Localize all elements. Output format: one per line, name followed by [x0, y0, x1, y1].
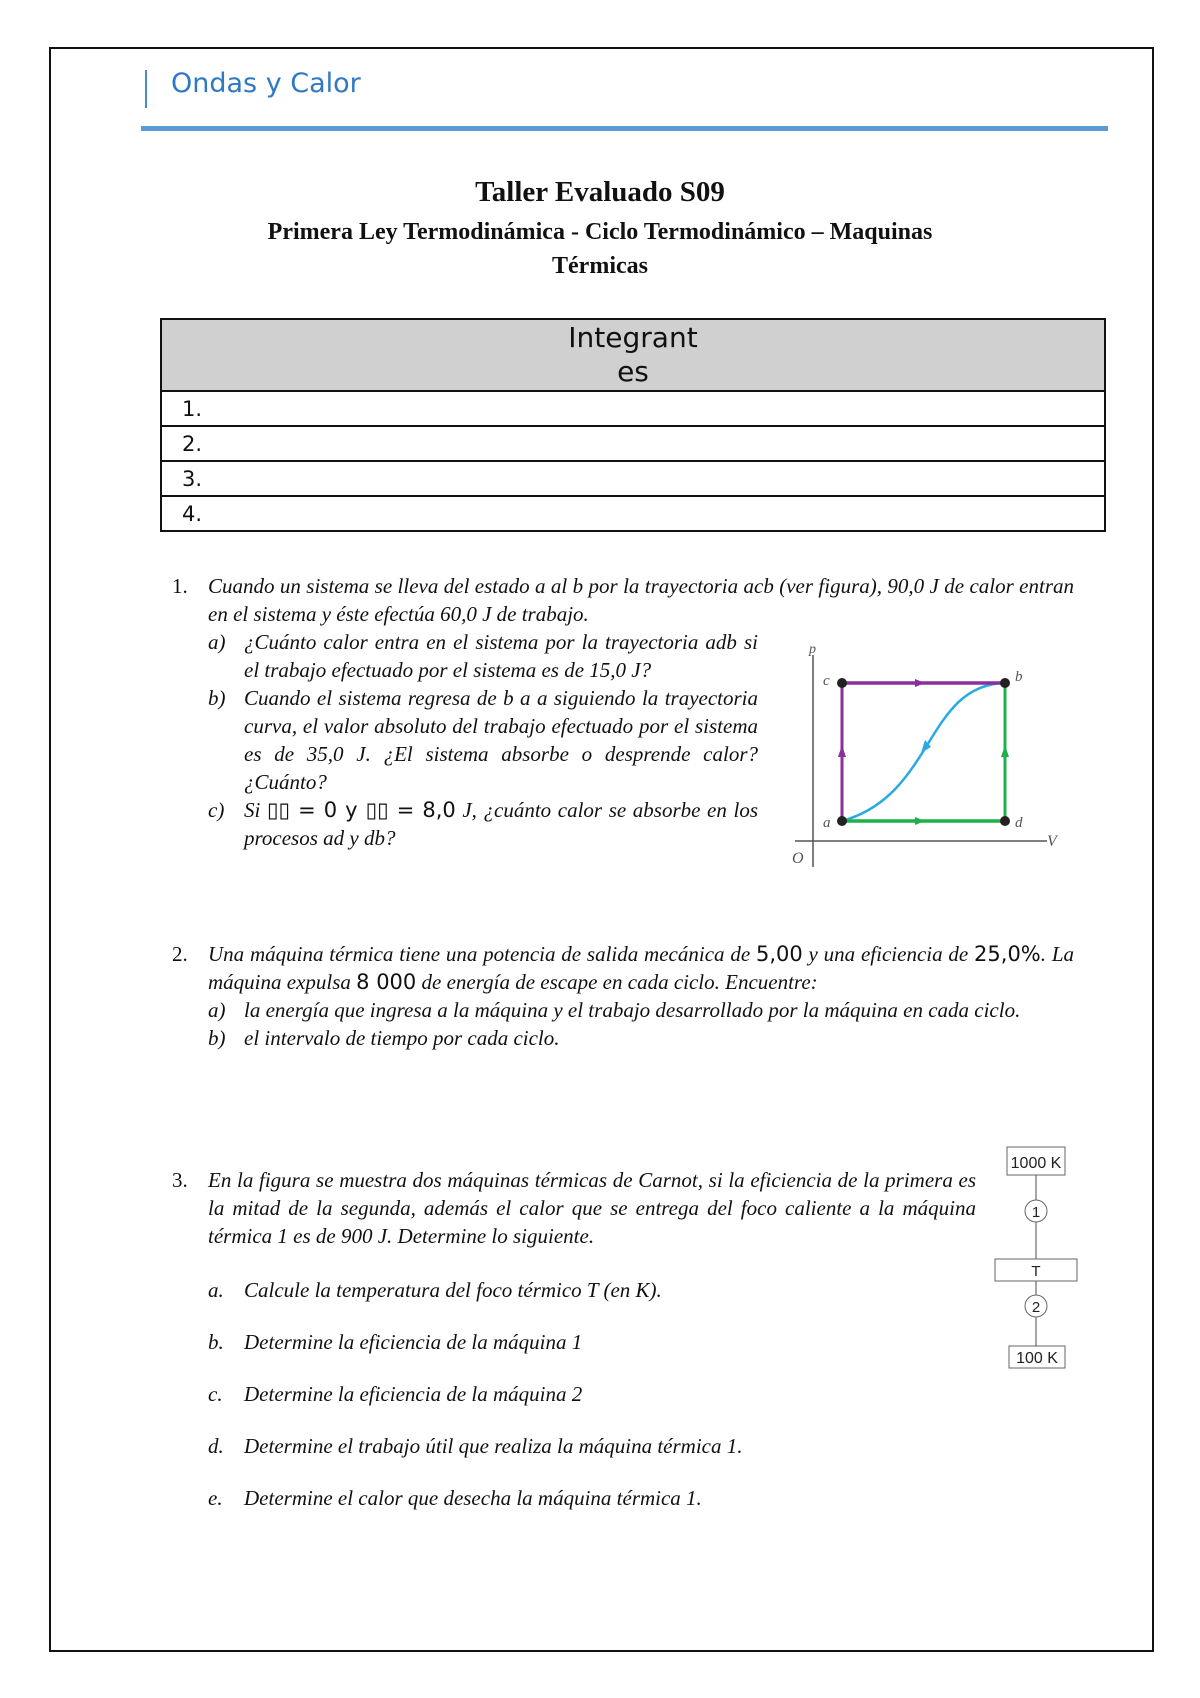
arrow-icon: [915, 817, 925, 825]
item-e: e. Determine el calor que desecha la máquina térmica 1.: [208, 1486, 702, 1510]
header-rule: [141, 126, 1108, 131]
point-b-label: b: [1015, 669, 1023, 685]
part-a: a) la energía que ingresa a la máquina y el trabajo desarrollado por la máquina en cada ciclo.: [208, 998, 1021, 1022]
engine-2-label: 2: [1031, 1299, 1041, 1316]
v-label: V: [1047, 833, 1057, 850]
carnot-diagram: [990, 1145, 1082, 1375]
part-b: b) el intervalo de tiempo por cada ciclo.: [208, 1026, 560, 1050]
engine-1-label: 1: [1031, 1204, 1041, 1221]
question-number: 1.: [172, 574, 188, 598]
question-number: 2.: [172, 942, 188, 966]
point-d-label: d: [1015, 815, 1023, 831]
part-a: a) ¿Cuánto calor entra en el sistema por la trayectoria adb si el trabajo efectuado por el sistema es de 15,0 J?: [208, 630, 758, 682]
item-b: b. Determine la eficiencia de la máquina 1: [208, 1330, 583, 1354]
member-row[interactable]: 3.: [161, 461, 1105, 496]
cold-label: 100 K: [1016, 1350, 1058, 1367]
item-c: c. Determine la eficiencia de la máquina 2: [208, 1382, 583, 1406]
pv-diagram: [785, 635, 1070, 875]
hot-label: 1000 K: [1010, 1155, 1062, 1172]
item-a: a. Calcule la temperatura del foco térmico T (en K).: [208, 1278, 662, 1302]
page-title: [0, 176, 1200, 209]
item-d: d. Determine el trabajo útil que realiza la máquina térmica 1.: [208, 1434, 743, 1458]
question-number: 3.: [172, 1168, 188, 1192]
subtitle-line2: Térmicas: [552, 253, 648, 279]
member-row[interactable]: 2.: [161, 426, 1105, 461]
subtitle-line1: Primera Ley Termodinámica - Ciclo Termodinámico – Maquinas: [267, 219, 933, 245]
arrow-icon: [838, 745, 846, 757]
course-header: Ondas y Calor: [171, 68, 361, 99]
point-a-label: a: [823, 815, 831, 831]
question-1-stem: Cuando un sistema se lleva del estado a al b por la trayectoria acb (ver figura), 90,0 J de calor entran en el sistema y éste efectúa 60,0 J de trabajo.: [208, 574, 1074, 626]
part-b: b) Cuando el sistema regresa de b a a siguiendo la trayectoria curva, el valor absoluto del trabajo efectuado por el sistema es de 35,0 J. ¿El sistema absorbe o desprende calor? ¿Cuánto?: [208, 686, 758, 794]
members-header: Integrantes: [161, 319, 1105, 391]
session-code: S09: [679, 176, 725, 208]
curve-path-ba: [842, 683, 1005, 821]
header-accent: [145, 70, 147, 108]
member-row[interactable]: 1.: [161, 391, 1105, 426]
question-1: [172, 572, 1074, 628]
part-c: c) Si ▯▯ = 0 y ▯▯ = 8,0 J, ¿cuánto calor se absorbe en los procesos ad y db?: [208, 798, 758, 850]
arrow-icon: [915, 679, 925, 687]
question-1-parts: [208, 628, 758, 852]
point-c-label: c: [823, 673, 830, 689]
question-3: [172, 1166, 976, 1250]
arrow-icon: [1001, 745, 1009, 757]
mid-label: T: [1031, 1263, 1041, 1280]
question-3-items: [208, 1276, 1028, 1512]
members-table: [160, 318, 1106, 532]
title-text: Taller Evaluado: [475, 176, 673, 208]
origin-label: O: [792, 850, 804, 867]
question-3-stem: En la figura se muestra dos máquinas térmicas de Carnot, si la eficiencia de la primera es la mitad de la segunda, además el calor que se entrega del foco caliente a la máquina térmica 1 es de 900 J. Determine lo siguiente.: [208, 1168, 976, 1248]
member-row[interactable]: 4.: [161, 496, 1105, 531]
p-label: p: [809, 642, 816, 657]
question-2: 2. Una máquina térmica tiene una potencia de salida mecánica de 5,00 y una eficiencia de 25,0%. La máquina expulsa 8 000 de energía de escape en cada ciclo. Encuentre: a) la energía que ingresa a la máquina y el trabajo desarrollado por la máquina en cada ciclo. b) el intervalo de tiempo por cada ciclo.: [172, 942, 1075, 1050]
